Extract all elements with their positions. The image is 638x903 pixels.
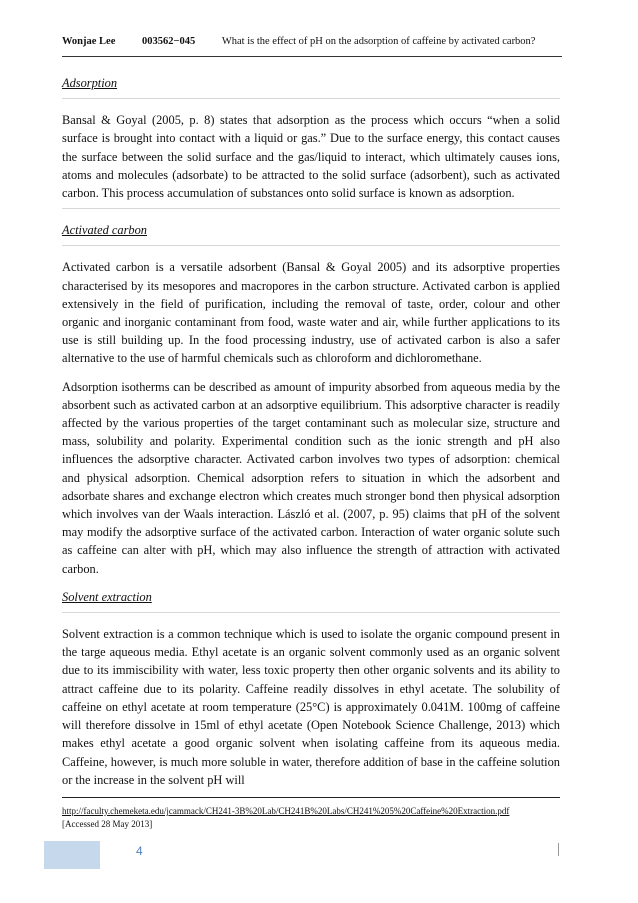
header-author: Wonjae Lee xyxy=(62,36,116,47)
heading-solvent-extraction: Solvent extraction xyxy=(62,589,152,604)
page-header xyxy=(62,36,562,47)
page-corner-tab xyxy=(44,841,100,869)
footnote-url-link[interactable]: http://faculty.chemeketa.edu/jcammack/CH241-3B%20Lab/CH241B%20Labs/CH241%205%20Caffeine%20Extraction.pdf xyxy=(62,806,510,816)
heading-adsorption: Adsorption xyxy=(62,76,118,90)
heading-activated-carbon: Activated carbon xyxy=(62,223,147,238)
header-student-id: 003562−045 xyxy=(142,36,196,47)
document-body xyxy=(62,74,560,799)
footnote-divider xyxy=(62,797,560,798)
paragraph-activated-carbon-2: Adsorption isotherms can be described as amount of impurity absorbed from aqueous media by the absorbent such as activated carbon at an adsorptive equilibrium. This adsorptive character is readily affected by the various properties of the target contaminant such as molecular size, structure and mass, solubility and polarity. Experimental condition such as the ionic strength and pH also influences the adsorptive character. Activated carbon involves two types of adsorption: chemical and physical adsorption. Chemical adsorption refers to situation in which the adsorbent and adsorbate shares and exchange electron which creates much stronger bond then physical adsorption which involves van der Waals interaction. László et al. (2007, p. 95) claims that pH of the solvent may modify the adsorptive surface of the activated carbon. Interaction of water organic solute such as caffeine can alter with pH, which may also influence the strength of attraction with activated carbon. xyxy=(62,379,560,576)
paragraph-activated-carbon-1: Activated carbon is a versatile adsorbent (Bansal & Goyal 2005) and its adsorptive properties characterised by its mesopores and macropores in the carbon structure. Activated carbon is applied extensively in the field of purification, including the removal of taste, order, colour and other organic and inorganic contaminant from food, waste water and air, while further applications to its use is still building up. In the food processing industry, use of activated carbon is also a safer alternative to the use of harmful chemicals such as chloroform and dichloromethane. xyxy=(62,260,560,366)
page-number: 4 xyxy=(136,844,143,858)
heading-divider xyxy=(62,245,560,246)
header-divider xyxy=(62,56,562,57)
footer-right-marker xyxy=(558,843,559,856)
heading-divider xyxy=(62,612,560,613)
footnote xyxy=(62,805,562,831)
paragraph-adsorption: Bansal & Goyal (2005, p. 8) states that adsorption as the process which occurs “when a solid surface is brought into contact with a liquid or gas.” Due to the surface energy, this contact causes the surface between the solid surface and the gas/liquid to interact, which ultimately causes ions, atoms and molecules (adsorbate) to be attracted to the solid surface (adsorbent), such as activated carbon. This process accumulation of substances onto solid surface is known as adsorption. xyxy=(62,113,560,201)
paragraph-solvent-extraction: Solvent extraction is a common technique which is used to isolate the organic compound present in the targe aqueous media. Ethyl acetate is an organic solvent commonly used as an organic solvent due to its immiscibility with water, less toxic property then other organic solvents and its ability to attract caffeine due to its polarity. Caffeine readily dissolves in ethyl acetate. The solubility of caffeine on ethyl acetate at room temperature (25°C) is approximately 0.041M. 100mg of caffeine will therefore dissolve in 15ml of ethyl acetate (Open Notebook Science Challenge, 2013) which makes ethyl acetate a good organic solvent when isolating caffeine from its aqueous media. Caffeine, however, is much more soluble in water, therefore addition of base in the caffeine solution or the increase in the solvent pH will xyxy=(62,627,560,787)
section-divider xyxy=(62,208,560,209)
heading-divider xyxy=(62,98,560,99)
header-research-question: What is the effect of pH on the adsorption of caffeine by activated carbon? xyxy=(221,36,536,47)
footnote-accessed-date: [Accessed 28 May 2013] xyxy=(62,819,153,829)
